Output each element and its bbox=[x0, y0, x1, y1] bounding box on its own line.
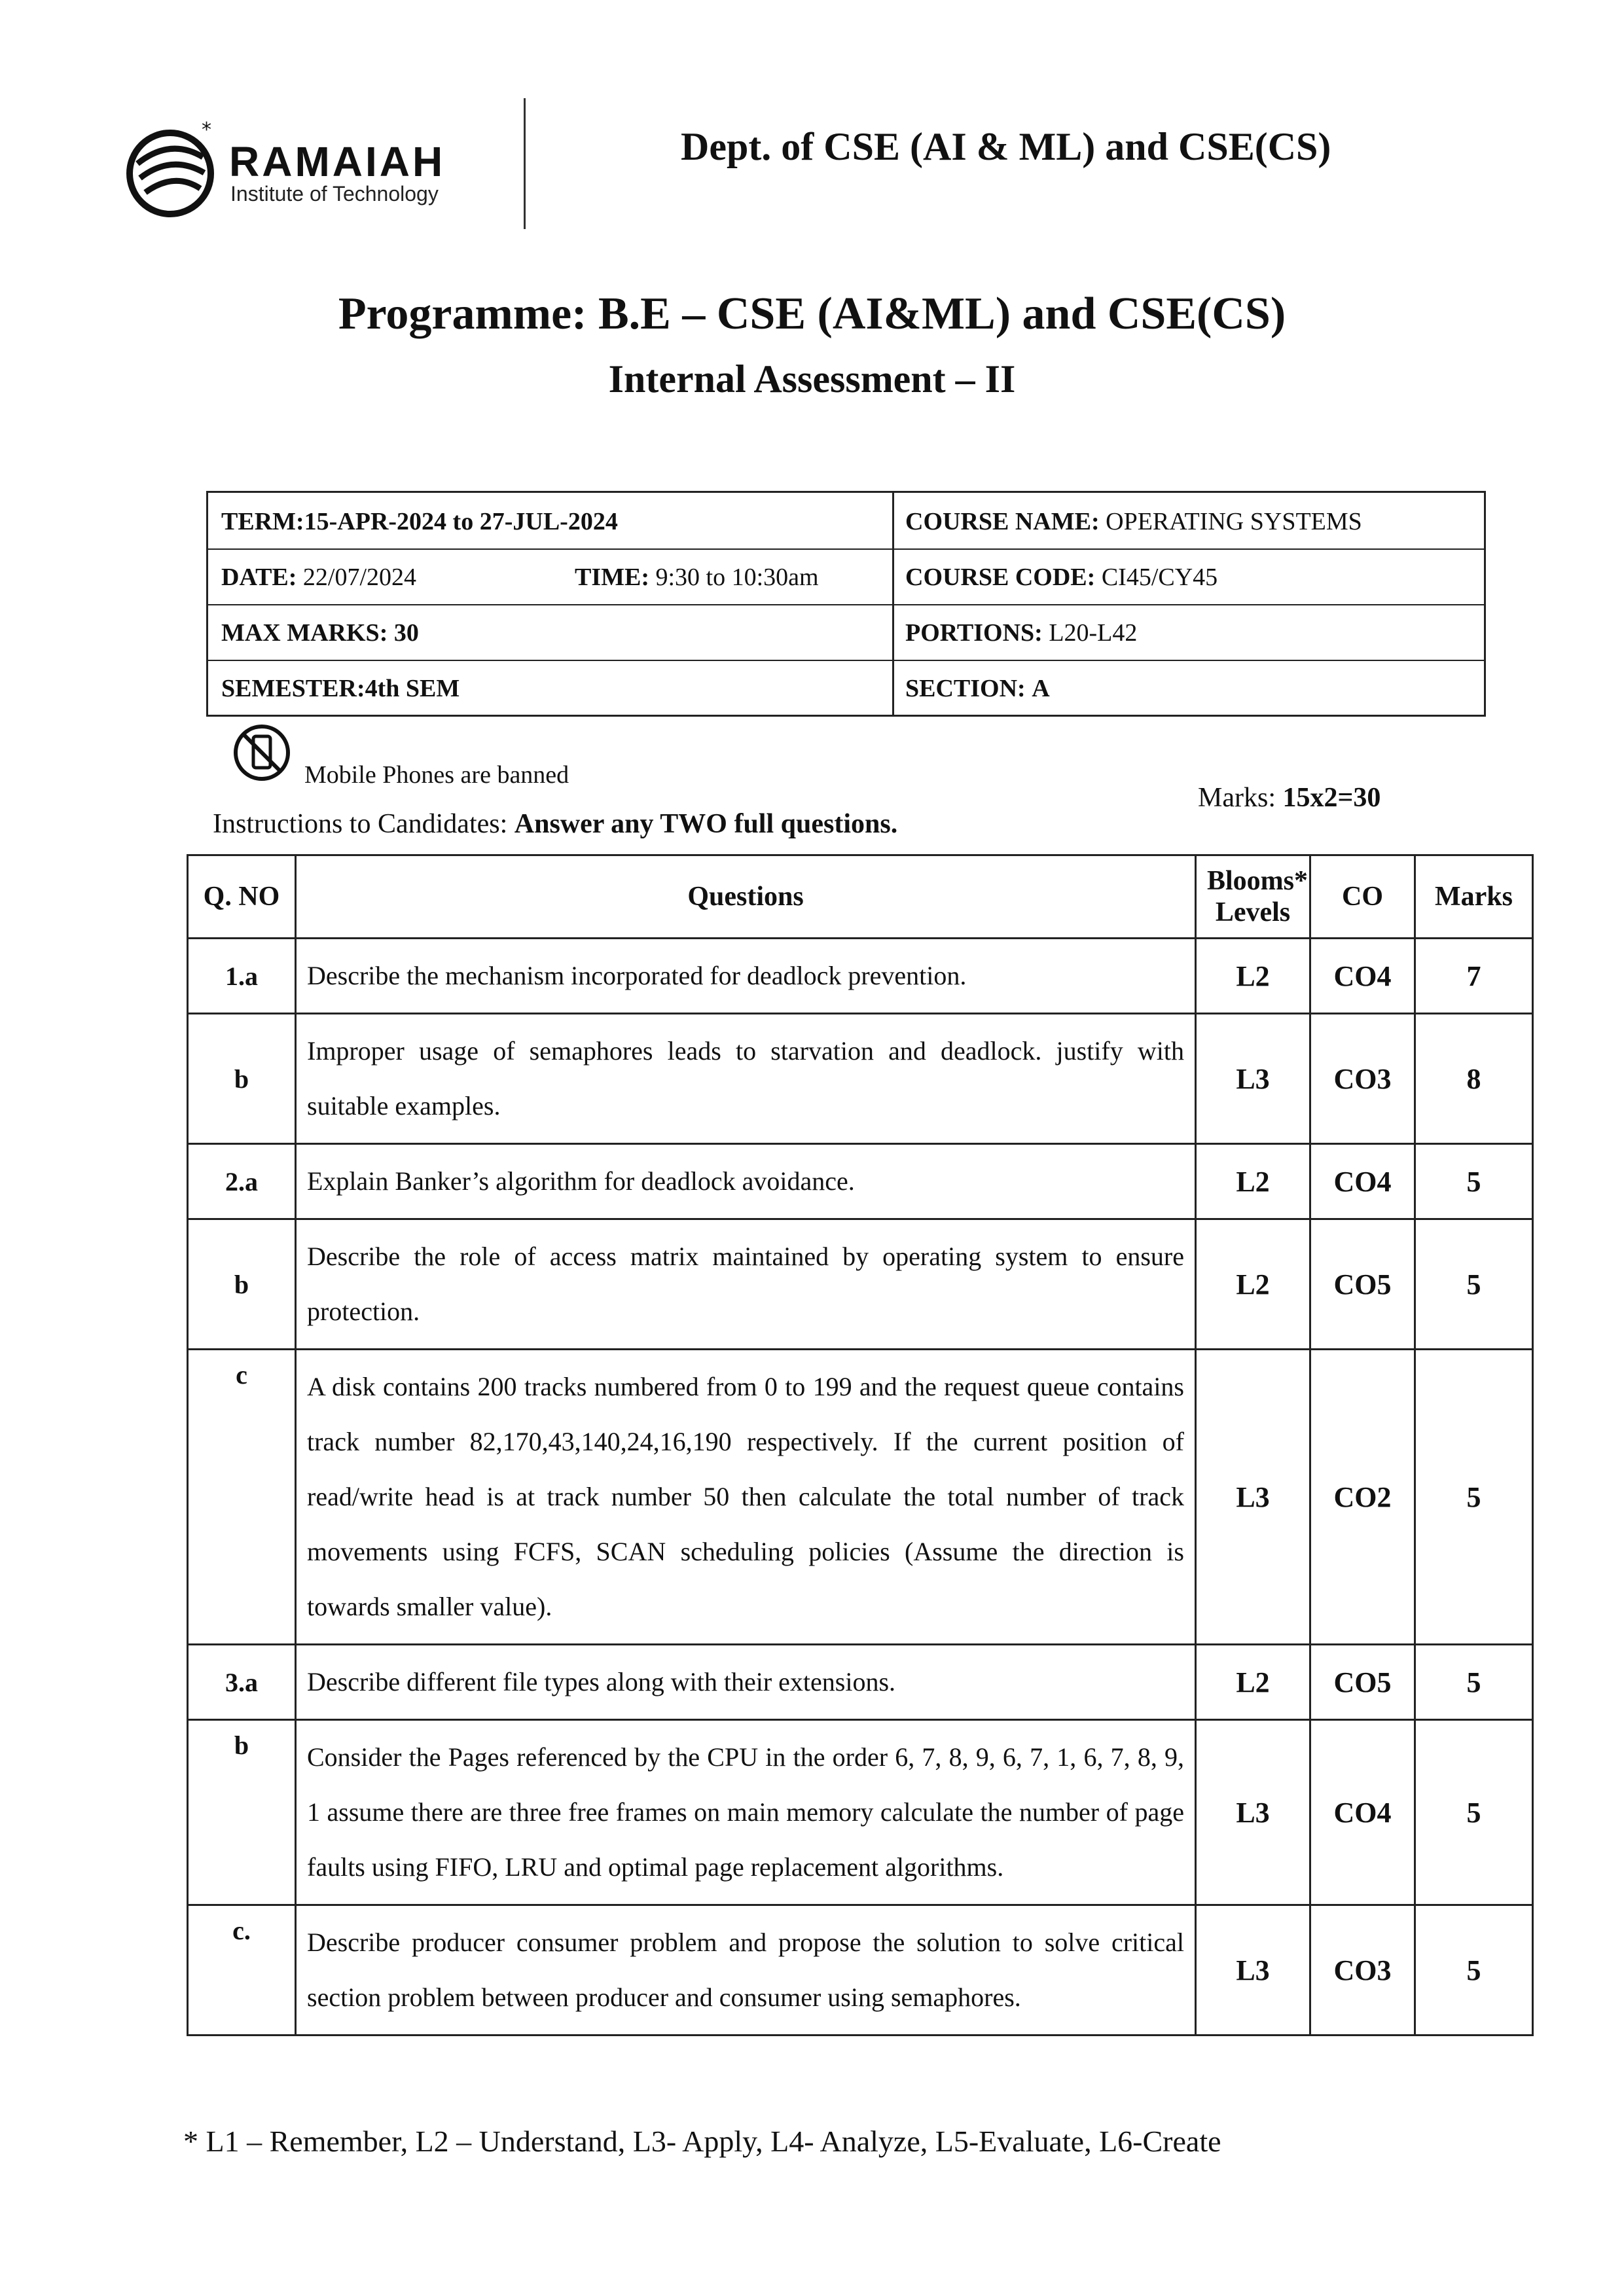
no-phone-icon bbox=[232, 723, 291, 782]
department-title: Dept. of CSE (AI & ML) and CSE(CS) bbox=[681, 125, 1331, 168]
blooms-legend: * L1 – Remember, L2 – Understand, L3- Apply, L4- Analyze, L5-Evaluate, L6-Create bbox=[183, 2125, 1221, 2158]
course-outcome: CO4 bbox=[1310, 1720, 1415, 1905]
question-marks: 5 bbox=[1415, 1720, 1533, 1905]
table-row bbox=[188, 1144, 1533, 1219]
phones-banned-note: Mobile Phones are banned bbox=[304, 761, 569, 789]
course-outcome: CO4 bbox=[1310, 1144, 1415, 1219]
question-number: 1.a bbox=[188, 939, 296, 1014]
blooms-level: L2 bbox=[1196, 939, 1310, 1014]
date-field: DATE: 22/07/2024 bbox=[221, 564, 417, 591]
question-marks: 5 bbox=[1415, 1144, 1533, 1219]
exam-info-box bbox=[206, 491, 1486, 717]
question-number: 3.a bbox=[188, 1645, 296, 1720]
header-divider bbox=[524, 98, 526, 229]
section-field: SECTION: A bbox=[905, 675, 1050, 702]
question-text: Describe the mechanism incorporated for deadlock prevention. bbox=[296, 939, 1196, 1014]
assessment-title: Internal Assessment – II bbox=[608, 357, 1016, 401]
question-text: Improper usage of semaphores leads to starvation and deadlock. justify with suitable examples. bbox=[296, 1014, 1196, 1144]
table-row bbox=[188, 1720, 1533, 1905]
course-outcome: CO2 bbox=[1310, 1350, 1415, 1645]
blooms-level: L3 bbox=[1196, 1720, 1310, 1905]
questions-table bbox=[187, 854, 1534, 2036]
question-text: Describe the role of access matrix maintained by operating system to ensure protection. bbox=[296, 1219, 1196, 1350]
question-marks: 7 bbox=[1415, 939, 1533, 1014]
course-outcome: CO5 bbox=[1310, 1219, 1415, 1350]
table-row bbox=[188, 1645, 1533, 1720]
blooms-level: L3 bbox=[1196, 1905, 1310, 2036]
table-row bbox=[188, 1014, 1533, 1144]
question-marks: 5 bbox=[1415, 1219, 1533, 1350]
course-outcome: CO3 bbox=[1310, 1905, 1415, 2036]
question-number: b bbox=[188, 1720, 296, 1905]
question-number: b bbox=[188, 1014, 296, 1144]
course-outcome: CO5 bbox=[1310, 1645, 1415, 1720]
ramaiah-logo-icon bbox=[118, 118, 223, 223]
marks-summary: Marks: 15x2=30 bbox=[1198, 783, 1381, 813]
header-questions: Questions bbox=[296, 855, 1196, 939]
question-marks: 5 bbox=[1415, 1905, 1533, 2036]
instructions: Instructions to Candidates: Answer any TWO full questions. bbox=[213, 809, 898, 839]
header-qno: Q. NO bbox=[188, 855, 296, 939]
table-row bbox=[188, 1905, 1533, 2036]
blooms-level: L2 bbox=[1196, 1144, 1310, 1219]
semester-field: SEMESTER:4th SEM bbox=[221, 675, 460, 702]
question-text: Consider the Pages referenced by the CPU in the order 6, 7, 8, 9, 6, 7, 1, 6, 7, 8, 9, 1 assume there are three free frames on main memory calculate the number of page faults using FIFO, LRU and optimal page replacement algorithms. bbox=[296, 1720, 1196, 1905]
portions-field: PORTIONS: L20-L42 bbox=[905, 619, 1138, 647]
question-text: Describe producer consumer problem and propose the solution to solve critical section problem between producer and consumer using semaphores. bbox=[296, 1905, 1196, 2036]
programme-title: Programme: B.E – CSE (AI&ML) and CSE(CS) bbox=[338, 289, 1286, 339]
question-number: c. bbox=[188, 1905, 296, 2036]
question-marks: 5 bbox=[1415, 1645, 1533, 1720]
blooms-level: L3 bbox=[1196, 1014, 1310, 1144]
course-name-field: COURSE NAME: OPERATING SYSTEMS bbox=[905, 508, 1362, 535]
question-text: Describe different file types along with their extensions. bbox=[296, 1645, 1196, 1720]
question-text: Explain Banker’s algorithm for deadlock avoidance. bbox=[296, 1144, 1196, 1219]
course-outcome: CO3 bbox=[1310, 1014, 1415, 1144]
question-number: c bbox=[188, 1350, 296, 1645]
question-number: 2.a bbox=[188, 1144, 296, 1219]
header-co: CO bbox=[1310, 855, 1415, 939]
page-header bbox=[111, 98, 1519, 236]
table-row bbox=[188, 1350, 1533, 1645]
brand-subtitle: Institute of Technology bbox=[230, 182, 439, 206]
table-header-row bbox=[188, 855, 1533, 939]
course-code-field: COURSE CODE: CI45/CY45 bbox=[905, 564, 1218, 591]
svg-text:*: * bbox=[202, 118, 211, 141]
question-text: A disk contains 200 tracks numbered from 0 to 199 and the request queue contains track number 82,170,43,140,24,16,190 respectively. If the current position of read/write head is at track number 50 then calculate the total number of track movements using FCFS, SCAN scheduling policies (Assume the direction is towards smaller value). bbox=[296, 1350, 1196, 1645]
question-marks: 5 bbox=[1415, 1350, 1533, 1645]
max-marks-field: MAX MARKS: 30 bbox=[221, 619, 419, 647]
question-number: b bbox=[188, 1219, 296, 1350]
header-blooms-levels: Blooms* Levels bbox=[1196, 855, 1310, 939]
table-row bbox=[188, 1219, 1533, 1350]
course-outcome: CO4 bbox=[1310, 939, 1415, 1014]
blooms-level: L2 bbox=[1196, 1645, 1310, 1720]
blooms-level: L3 bbox=[1196, 1350, 1310, 1645]
table-row bbox=[188, 939, 1533, 1014]
time-field: TIME: 9:30 to 10:30am bbox=[575, 564, 819, 591]
question-marks: 8 bbox=[1415, 1014, 1533, 1144]
brand-name: RAMAIAH bbox=[229, 138, 446, 185]
blooms-level: L2 bbox=[1196, 1219, 1310, 1350]
header-marks: Marks bbox=[1415, 855, 1533, 939]
term-field: TERM:15-APR-2024 to 27-JUL-2024 bbox=[221, 508, 618, 535]
